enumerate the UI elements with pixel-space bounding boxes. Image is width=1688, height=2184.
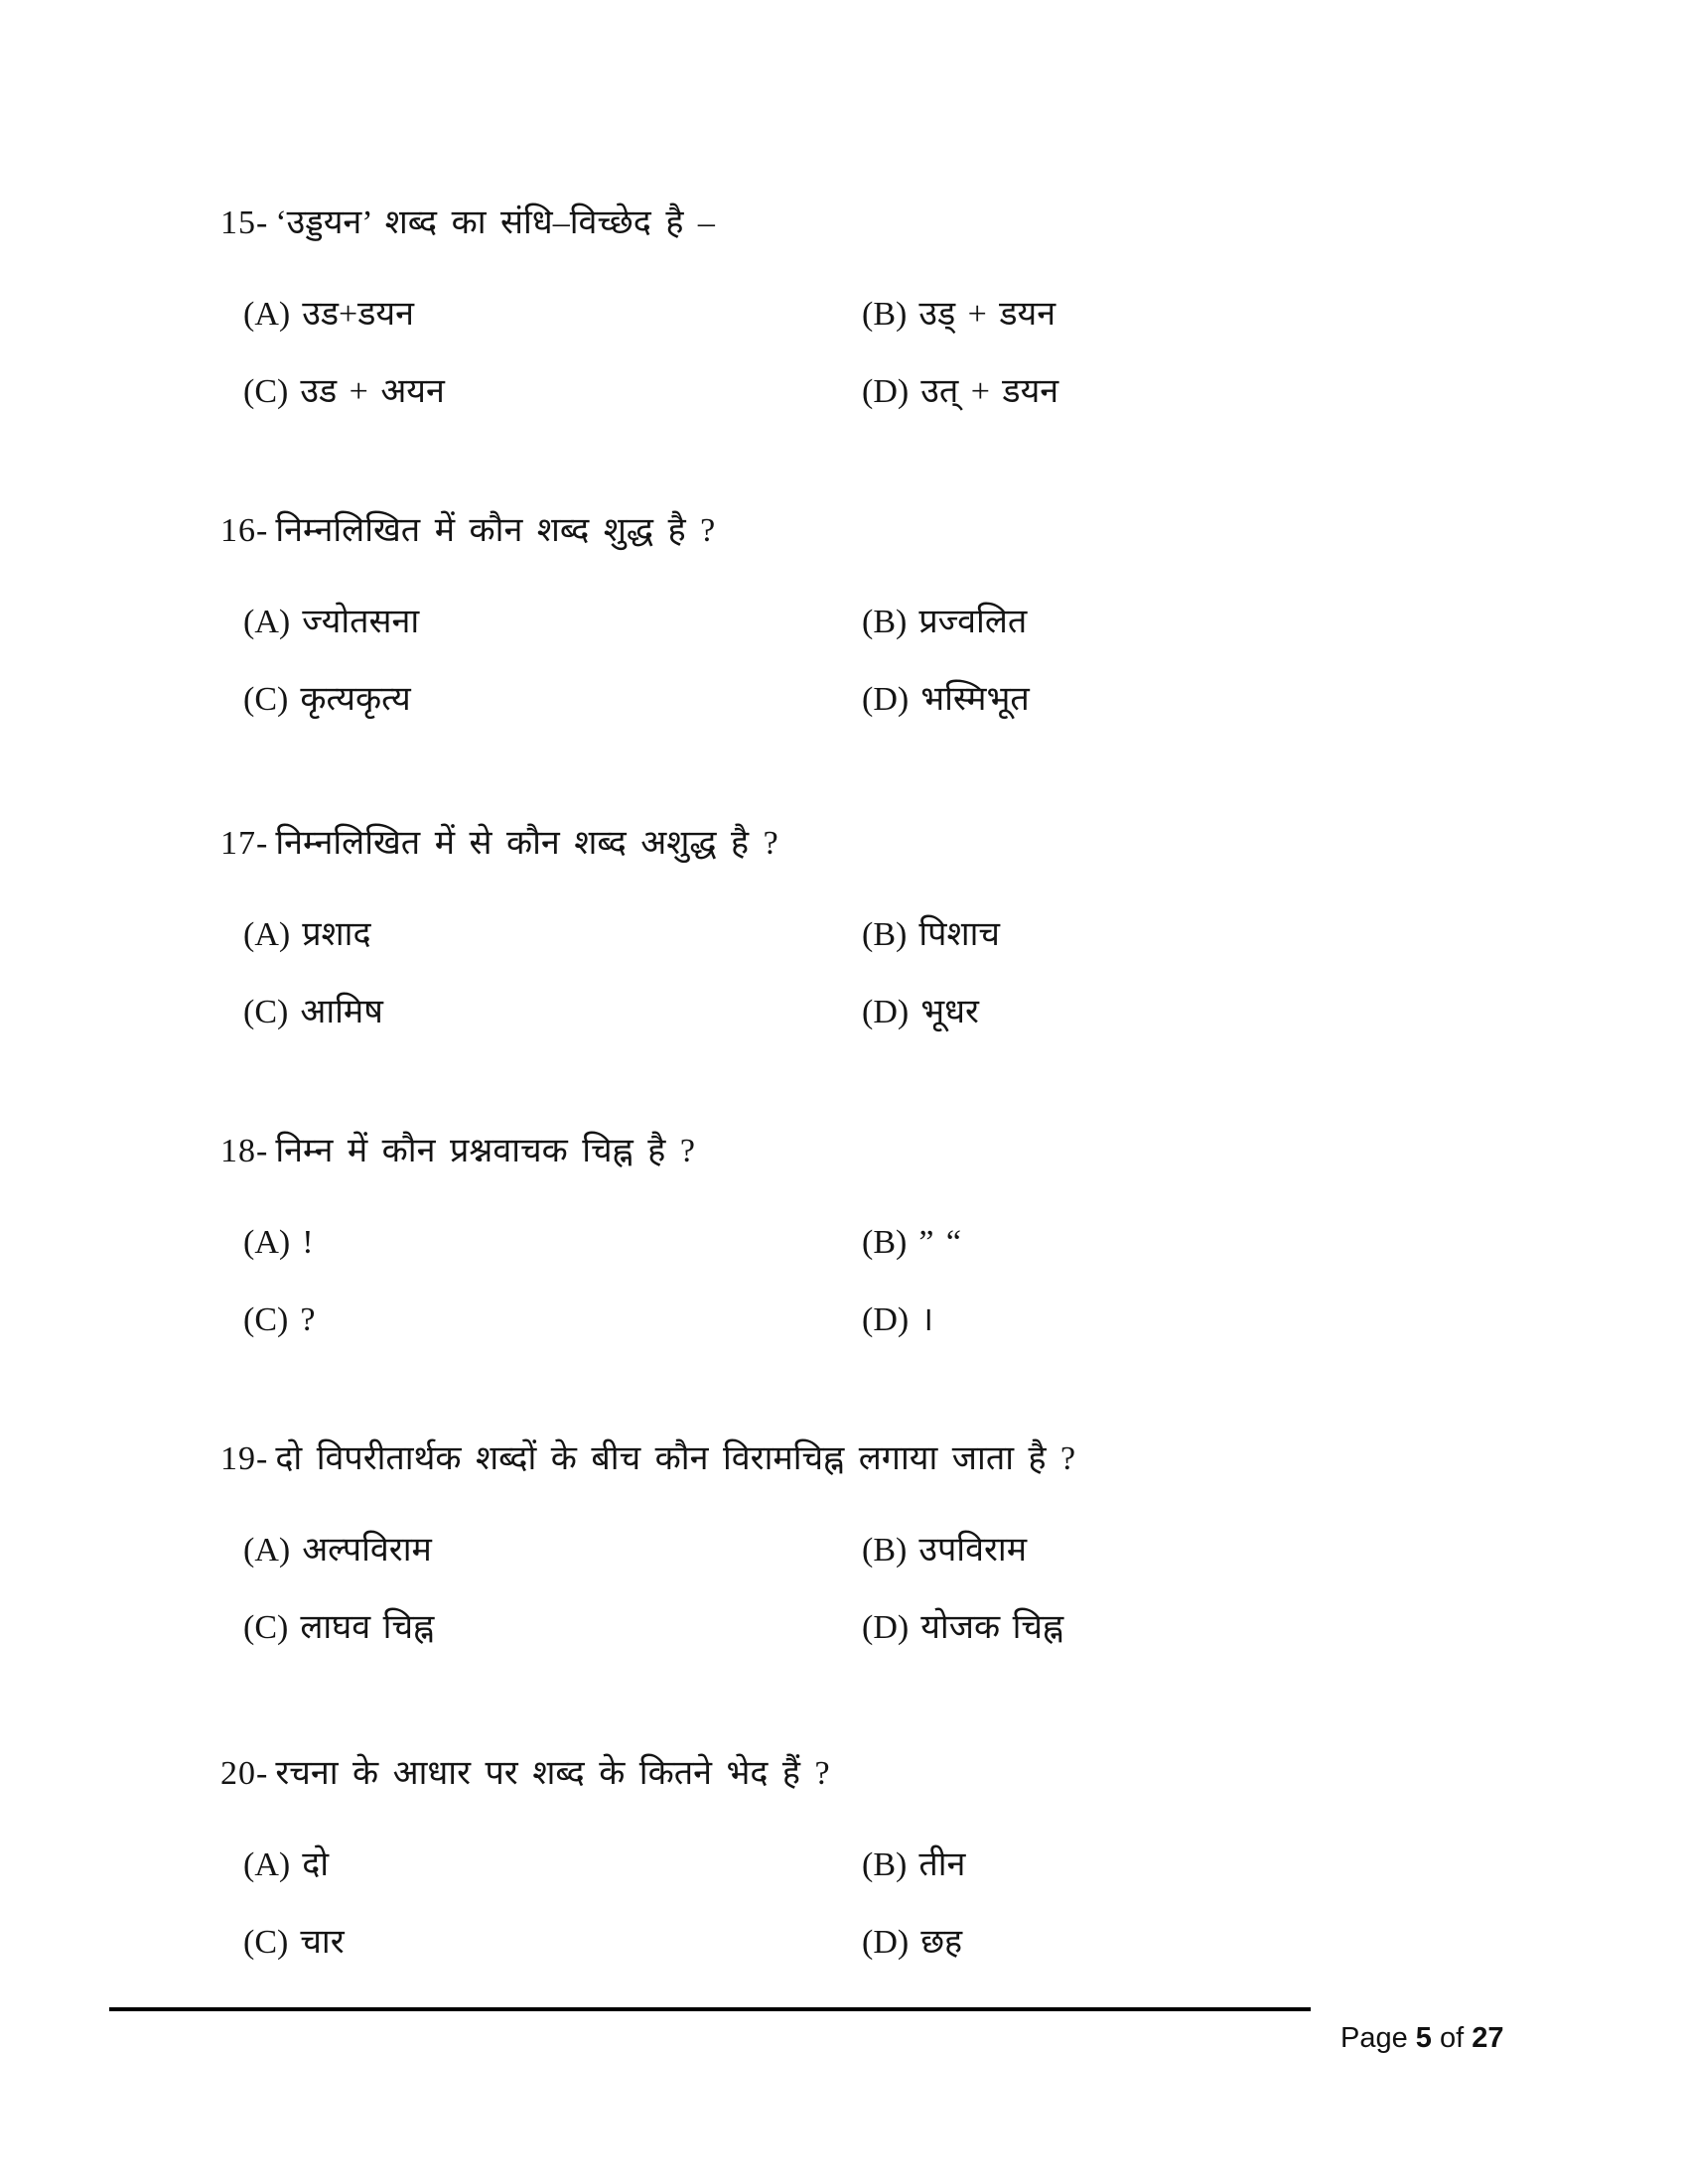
option-text: प्रशाद [302, 916, 371, 953]
options-grid [243, 1845, 1569, 1963]
option-text: लाघव चिह्न [300, 1609, 435, 1646]
option-label: (D) [862, 1609, 910, 1646]
option-text: योजक चिह्न [920, 1609, 1064, 1646]
option-a [243, 603, 862, 642]
option-text: भस्मिभूत [920, 681, 1030, 718]
option-label: (B) [862, 1532, 908, 1569]
option-label: (C) [243, 373, 289, 410]
option-text: चार [300, 1924, 345, 1961]
option-text: उड+डयन [302, 296, 414, 333]
question-text: दो विपरीतार्थक शब्दों के बीच कौन विरामचिह्न लगाया जाता है ? [275, 1440, 1076, 1477]
option-b [862, 1845, 1569, 1885]
option-label: (D) [862, 681, 910, 718]
option-label: (A) [243, 604, 291, 640]
option-text: उड + अयन [300, 373, 445, 410]
question-heading [220, 1439, 1569, 1479]
option-b [862, 295, 1569, 335]
question-heading [220, 824, 1569, 864]
question-number: 18- [220, 1133, 269, 1169]
question-block-16 [220, 511, 1569, 720]
options-grid [243, 915, 1569, 1032]
option-c [243, 680, 862, 720]
option-text: छह [920, 1924, 963, 1961]
question-block-18 [220, 1132, 1569, 1340]
option-label: (A) [243, 1532, 291, 1569]
option-a [243, 295, 862, 335]
option-text: भूधर [920, 994, 979, 1030]
option-d [862, 1608, 1569, 1648]
option-label: (C) [243, 1924, 289, 1961]
option-text: आमिष [300, 994, 383, 1030]
question-number: 15- [220, 205, 269, 241]
option-text: ज्योतसना [302, 604, 420, 640]
option-text: ? [300, 1301, 316, 1338]
footer-page-number: 5 [1415, 2022, 1432, 2054]
option-text: अल्पविराम [302, 1532, 432, 1569]
question-heading [220, 1132, 1569, 1171]
option-text: । [920, 1301, 934, 1338]
footer-page-prefix: Page [1340, 2022, 1416, 2054]
option-label: (D) [862, 1301, 910, 1338]
option-b [862, 603, 1569, 642]
question-text: ‘उड्डयन’ शब्द का संधि–विच्छेद है – [275, 205, 715, 241]
question-number: 16- [220, 512, 269, 549]
option-label: (C) [243, 994, 289, 1030]
option-label: (D) [862, 373, 910, 410]
option-a [243, 1531, 862, 1570]
option-d [862, 1300, 1569, 1340]
option-c [243, 1608, 862, 1648]
option-d [862, 993, 1569, 1032]
option-label: (B) [862, 1224, 908, 1261]
option-d [862, 372, 1569, 412]
option-label: (B) [862, 296, 908, 333]
option-text: उपविराम [918, 1532, 1028, 1569]
option-text: पिशाच [918, 916, 1000, 953]
question-number: 19- [220, 1440, 269, 1477]
question-heading [220, 204, 1569, 243]
option-c [243, 993, 862, 1032]
footer-page-indicator [1340, 2021, 1504, 2055]
option-a [243, 1223, 862, 1263]
option-label: (C) [243, 681, 289, 718]
footer-page-middle: of [1431, 2022, 1473, 2054]
option-label: (B) [862, 1846, 908, 1883]
question-block-20 [220, 1754, 1569, 1963]
option-label: (A) [243, 1846, 291, 1883]
option-text: उत् + डयन [920, 373, 1059, 410]
question-number: 20- [220, 1755, 269, 1792]
option-b [862, 915, 1569, 955]
question-text: निम्नलिखित में कौन शब्द शुद्ध है ? [275, 512, 716, 549]
option-label: (C) [243, 1301, 289, 1338]
question-heading [220, 511, 1569, 551]
question-heading [220, 1754, 1569, 1794]
question-text: निम्न में कौन प्रश्नवाचक चिह्न है ? [275, 1133, 695, 1169]
options-grid [243, 1531, 1569, 1648]
option-text: उड् + डयन [918, 296, 1056, 333]
footer-page-total: 27 [1472, 2022, 1504, 2054]
footer-divider [109, 2007, 1311, 2011]
option-a [243, 1845, 862, 1885]
option-text: ” “ [918, 1224, 962, 1261]
option-text: प्रज्वलित [918, 604, 1028, 640]
option-c [243, 1300, 862, 1340]
question-number: 17- [220, 825, 269, 862]
option-label: (A) [243, 916, 291, 953]
option-label: (D) [862, 1924, 910, 1961]
question-block-17 [220, 824, 1569, 1032]
option-label: (C) [243, 1609, 289, 1646]
option-text: कृत्यकृत्य [300, 681, 411, 718]
option-c [243, 372, 862, 412]
option-label: (A) [243, 296, 291, 333]
option-b [862, 1223, 1569, 1263]
options-grid [243, 1223, 1569, 1340]
option-text: ! [302, 1224, 314, 1261]
question-block-19 [220, 1439, 1569, 1648]
question-block-15 [220, 204, 1569, 412]
option-text: तीन [918, 1846, 966, 1883]
option-text: दो [302, 1846, 330, 1883]
options-grid [243, 603, 1569, 720]
option-label: (B) [862, 604, 908, 640]
option-b [862, 1531, 1569, 1570]
option-label: (D) [862, 994, 910, 1030]
option-label: (B) [862, 916, 908, 953]
option-c [243, 1923, 862, 1963]
options-grid [243, 295, 1569, 412]
option-a [243, 915, 862, 955]
option-d [862, 1923, 1569, 1963]
option-label: (A) [243, 1224, 291, 1261]
option-d [862, 680, 1569, 720]
question-text: निम्नलिखित में से कौन शब्द अशुद्ध है ? [275, 825, 778, 862]
question-text: रचना के आधार पर शब्द के कितने भेद हैं ? [275, 1755, 830, 1792]
